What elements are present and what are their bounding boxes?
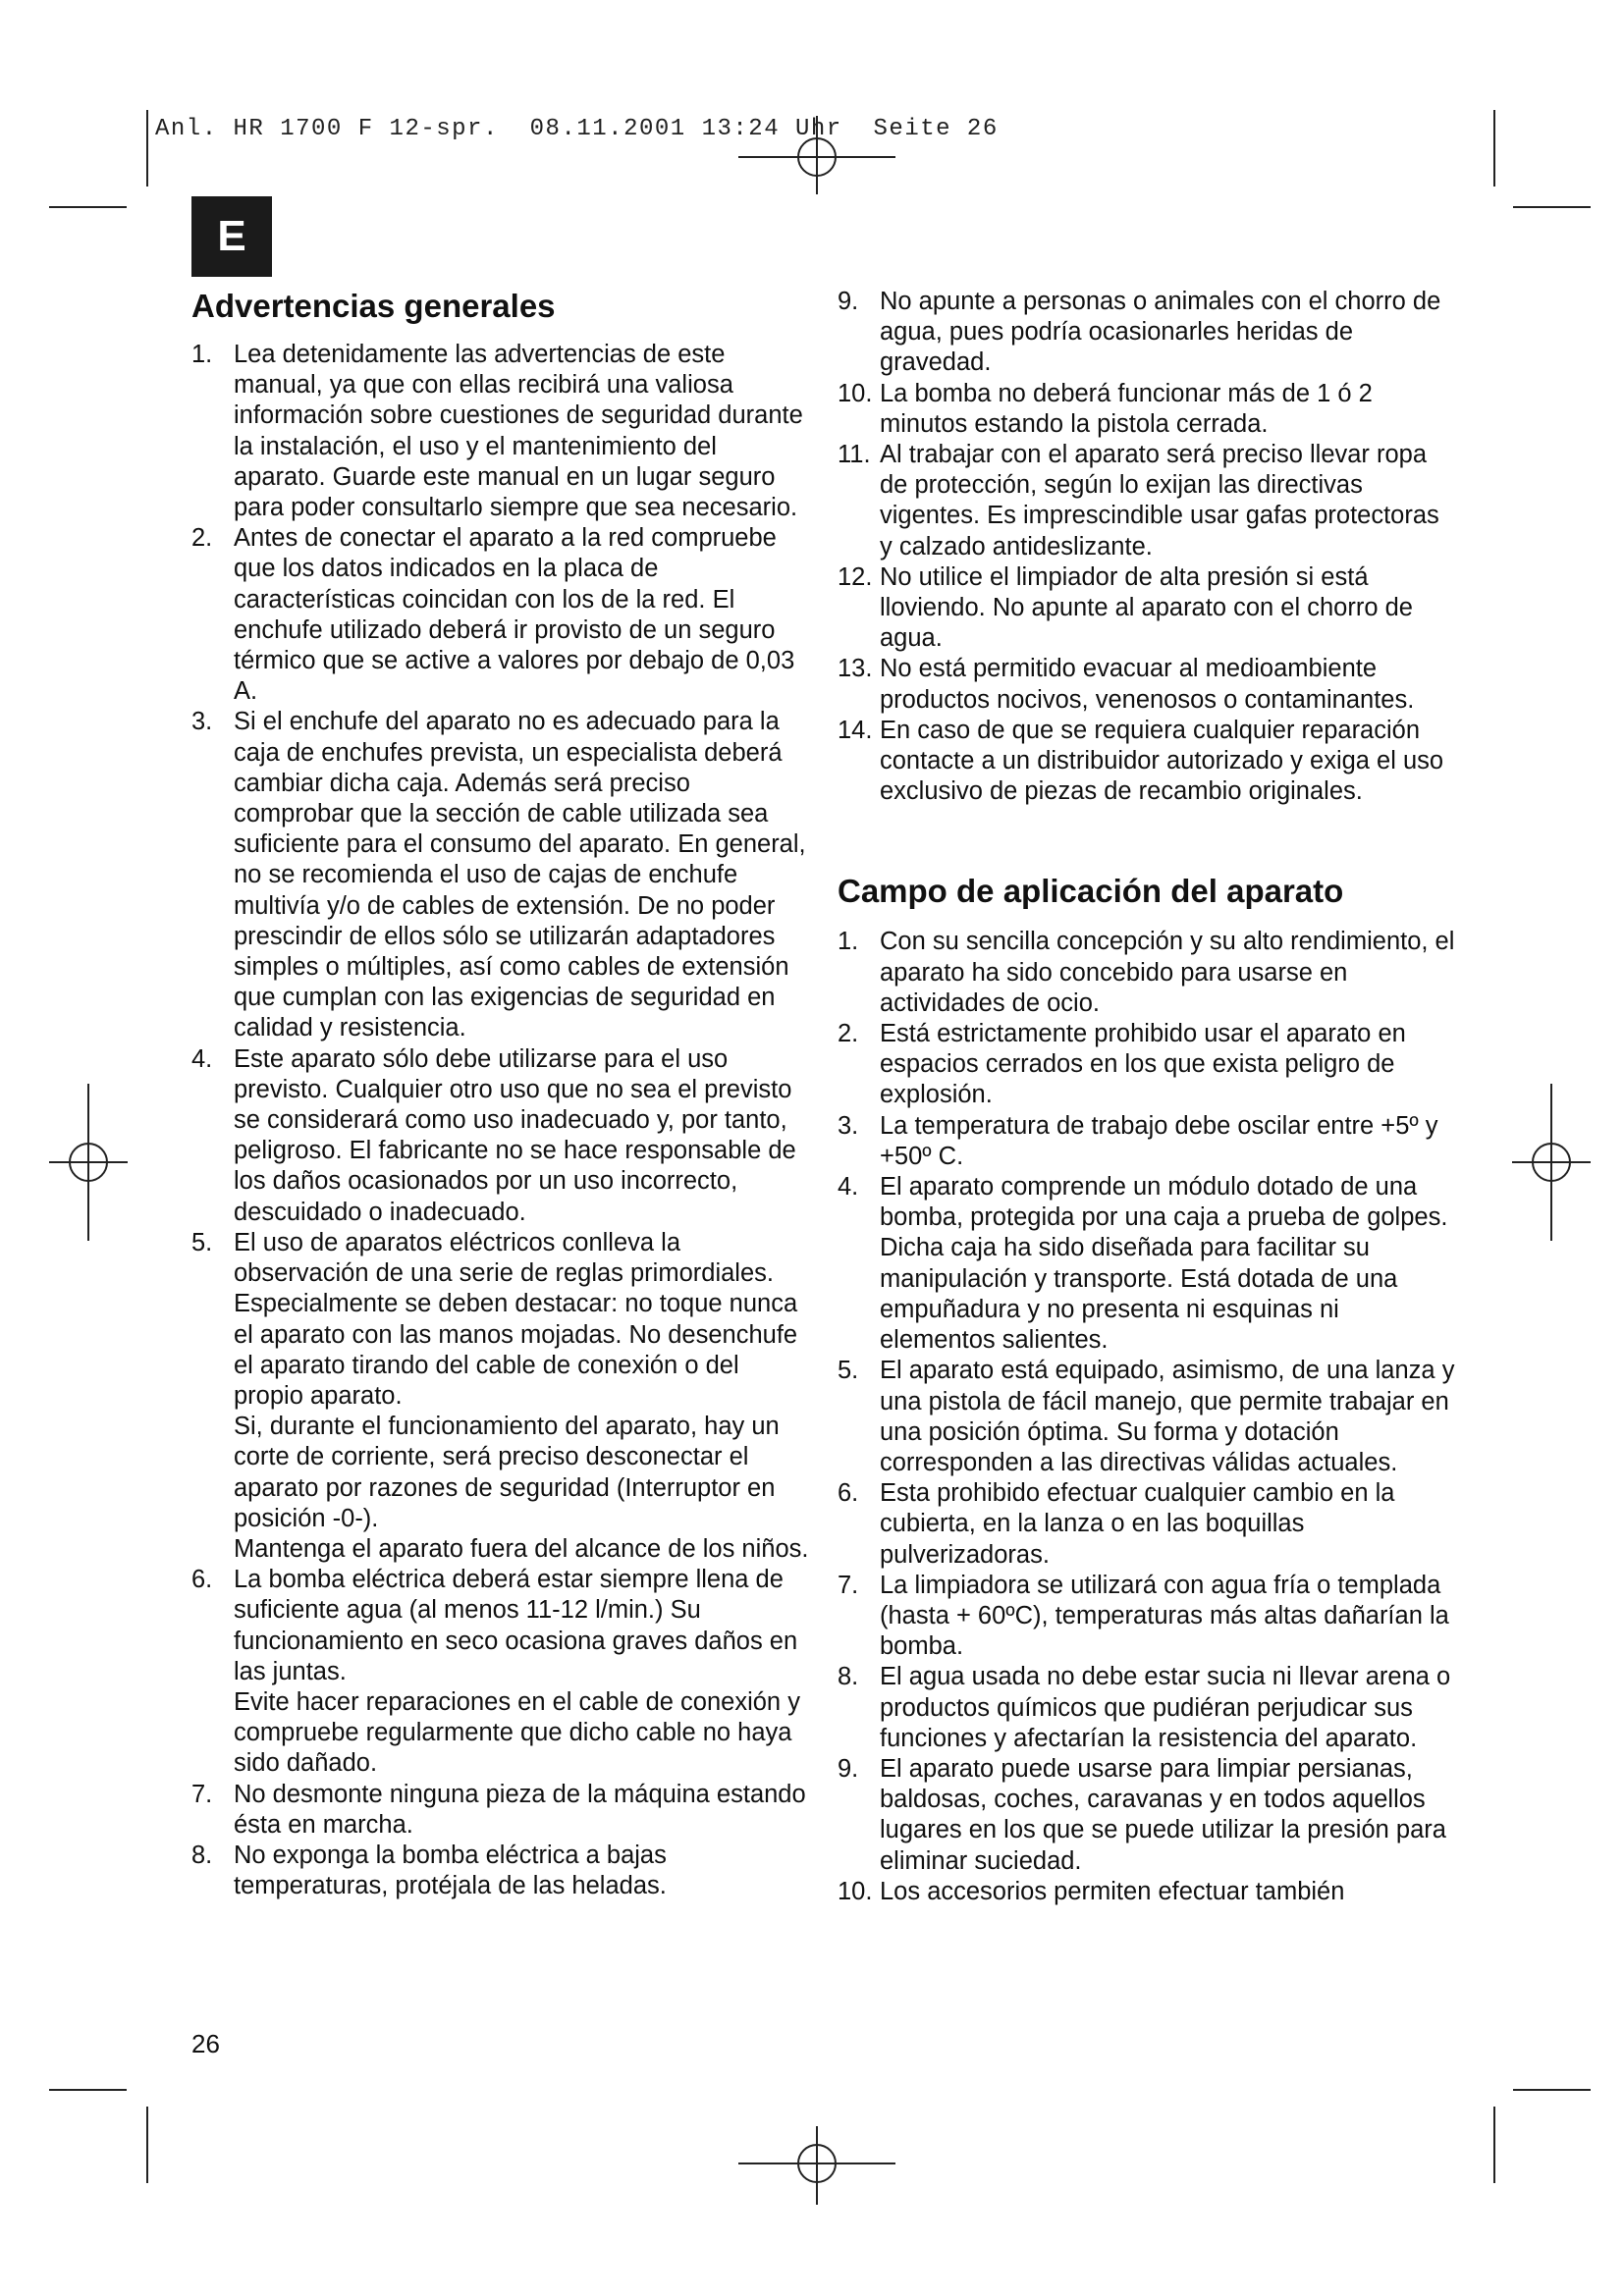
item-text: En caso de que se requiera cualquier reparación contacte a un distribuidor autorizado y exiga el uso exclusivo de piezas de recambio originales. [880,716,1444,806]
item-text: No está permitido evacuar al medioambiente productos nocivos, venenosos o contaminantes. [880,655,1415,714]
list-item [191,1565,810,1779]
item-text: Si, durante el funcionamiento del aparato, hay un corte de corriente, será preciso desconectar el aparato por razones de seguridad (Interruptor en posición -0-). [234,1413,780,1532]
crop-mark [1493,110,1495,187]
list-item [838,1478,1456,1571]
item-number: 14. [838,716,873,744]
registration-mark-icon [49,1084,128,1241]
item-number: 9. [838,1754,859,1783]
crop-mark [146,110,148,187]
list-item [838,1356,1456,1478]
item-number: 12. [838,562,873,591]
list-item [191,340,810,523]
item-text: Los accesorios permiten efectuar también [880,1877,1345,1905]
item-number: 9. [838,288,859,315]
list-item [191,523,810,707]
list-item [191,707,810,1043]
item-number: 4. [838,1173,859,1201]
warnings-list [191,340,810,1901]
item-number: 10. [838,379,873,407]
item-number: 7. [838,1571,859,1599]
item-text: La bomba eléctrica deberá estar siempre llena de suficiente agua (al menos 11-12 l/min.) Su funcionamiento en seco ocasiona graves daños en las juntas. [234,1566,798,1685]
crop-mark [146,2107,148,2183]
item-text: Este aparato sólo debe utilizarse para el uso previsto. Cualquier otro uso que no sea el previsto se considerará como uso inadecuado y, por tanto, peligroso. El fabricante no se hace responsable de los daños ocasionados por un uso incorrecto, descuidado o inadecuado. [234,1044,796,1226]
list-item [838,1571,1456,1663]
item-text: La temperatura de trabajo debe oscilar entre +5º y +50º C. [880,1111,1438,1170]
language-badge: E [191,196,272,277]
item-text: Evite hacer reparaciones en el cable de conexión y compruebe regularmente que dicho cable no haya sido dañado. [234,1687,800,1778]
crop-mark [1513,206,1591,208]
left-column [191,287,810,1901]
item-number: 11. [838,441,871,469]
list-item [838,1019,1456,1111]
print-header: Anl. HR 1700 F 12-spr. 08.11.2001 13:24 Uhr Seite 26 [155,116,999,142]
list-item [838,1754,1456,1877]
list-item [191,1780,810,1841]
item-number: 8. [838,1663,859,1691]
application-list [838,927,1456,1907]
item-text: Está estrictamente prohibido usar el aparato en espacios cerrados en los que exista peligro de explosión. [880,1020,1406,1109]
item-text: No utilice el limpiador de alta presión si está lloviendo. No apunte al aparato con el chorro de agua. [880,562,1413,653]
item-number: 4. [191,1044,213,1073]
item-text: El aparato puede usarse para limpiar persianas, baldosas, coches, caravanas y en todos aquellos lugares en los que se puede utilizar la presión para eliminar suciedad. [880,1754,1446,1875]
section-title: Advertencias generales [191,288,556,324]
item-text: La bomba no deberá funcionar más de 1 ó 2 minutos estando la pistola cerrada. [880,379,1373,438]
list-item [838,927,1456,1019]
list-item [191,1044,810,1228]
list-item [191,1841,810,1901]
item-number: 8. [191,1841,213,1869]
item-text: Antes de conectar el aparato a la red compruebe que los datos indicados en la placa de características coincidan con los de la red. El enchufe utilizado deberá ir provisto de un seguro térmico que se active a valores por debajo de 0,03 A. [234,524,795,706]
item-text: No exponga la bomba eléctrica a bajas temperaturas, protéjala de las heladas. [234,1841,667,1900]
registration-mark-icon [1512,1084,1591,1241]
page-number: 26 [191,2029,220,2058]
item-number: 6. [191,1566,213,1594]
crop-mark [49,2089,127,2091]
list-item [838,440,1456,562]
item-number: 5. [191,1228,213,1256]
item-text: Lea detenidamente las advertencias de este manual, ya que con ellas recibirá una valiosa información sobre cuestiones de seguridad durante la instalación, el uso y el mantenimiento del aparato. Guarde este manual en un lugar seguro para poder consultarlo siempre que sea necesario. [234,341,803,522]
item-number: 1. [191,341,213,368]
item-text: No apunte a personas o animales con el chorro de agua, pues podría ocasionarles heridas de gravedad. [880,288,1441,377]
item-number: 5. [838,1357,859,1385]
list-item [838,287,1456,379]
crop-mark [49,206,127,208]
item-text: Con su sencilla concepción y su alto rendimiento, el aparato ha sido concebido para usarse en actividades de ocio. [880,928,1455,1017]
list-item [838,654,1456,715]
item-number: 13. [838,655,873,683]
item-text: No desmonte ninguna pieza de la máquina estando ésta en marcha. [234,1780,806,1839]
crop-mark [1493,2107,1495,2183]
list-item [838,1662,1456,1754]
section-title: Campo de aplicación del aparato [838,873,1344,910]
item-text: Si el enchufe del aparato no es adecuado para la caja de enchufes prevista, un especialista deberá cambiar dicha caja. Además será preciso comprobar que la sección de cable utilizada sea suficiente para el consumo del aparato. En general, no se recomienda el uso de cajas de enchufe multivía y/o de cables de extensión. De no poder prescindir de ellos sólo se utilizarán adaptadores simples o múltiples, así como cables de extensión que cumplan con las exigencias de seguridad en calidad y resistencia. [234,708,806,1042]
item-text: La limpiadora se utilizará con agua fría o templada (hasta + 60ºC), temperaturas más altas dañarían la bomba. [880,1571,1449,1661]
item-number: 6. [838,1479,859,1508]
crop-mark [1513,2089,1591,2091]
item-number: 10. [838,1877,873,1905]
list-item [838,1877,1456,1907]
list-item [838,716,1456,808]
list-item [838,1172,1456,1356]
item-number: 1. [838,928,859,956]
item-number: 3. [191,708,213,736]
item-text: Mantenga el aparato fuera del alcance de los niños. [234,1534,809,1563]
list-item [838,562,1456,655]
right-column [838,287,1456,1907]
registration-mark-icon [738,2126,895,2205]
item-number: 2. [838,1020,859,1048]
item-text: Al trabajar con el aparato será preciso llevar ropa de protección, según lo exijan las directivas vigentes. Es imprescindible usar gafas protectoras y calzado antideslizante. [880,441,1439,561]
item-number: 2. [191,524,213,553]
warnings-list-continued [838,287,1456,807]
item-text: El agua usada no debe estar sucia ni llevar arena o productos químicos que pudiéran perjudicar sus funciones y afectarían la resistencia del aparato. [880,1663,1451,1752]
item-text: Esta prohibido efectuar cualquier cambio en la cubierta, en la lanza o en las boquillas pulverizadoras. [880,1479,1395,1569]
item-text: El aparato está equipado, asimismo, de una lanza y una pistola de fácil manejo, que permite trabajar en una posición óptima. Su forma y dotación corresponden a las directivas válidas actuales. [880,1357,1455,1476]
item-text: El uso de aparatos eléctricos conlleva la observación de una serie de reglas primordiales. Especialmente se deben destacar: no toque nunca el aparato con las manos mojadas. No desenchufe el aparato tirando del cable de conexión o del propio aparato. [234,1228,798,1410]
item-text: El aparato comprende un módulo dotado de una bomba, protegida por una caja a prueba de golpes. Dicha caja ha sido diseñada para facilitar su manipulación y transporte. Está dotada de una empuñadura y no presenta ni esquinas ni elementos salientes. [880,1173,1448,1355]
list-item [838,379,1456,440]
item-number: 7. [191,1780,213,1808]
list-item [838,1111,1456,1172]
list-item [191,1228,810,1565]
item-number: 3. [838,1111,859,1140]
